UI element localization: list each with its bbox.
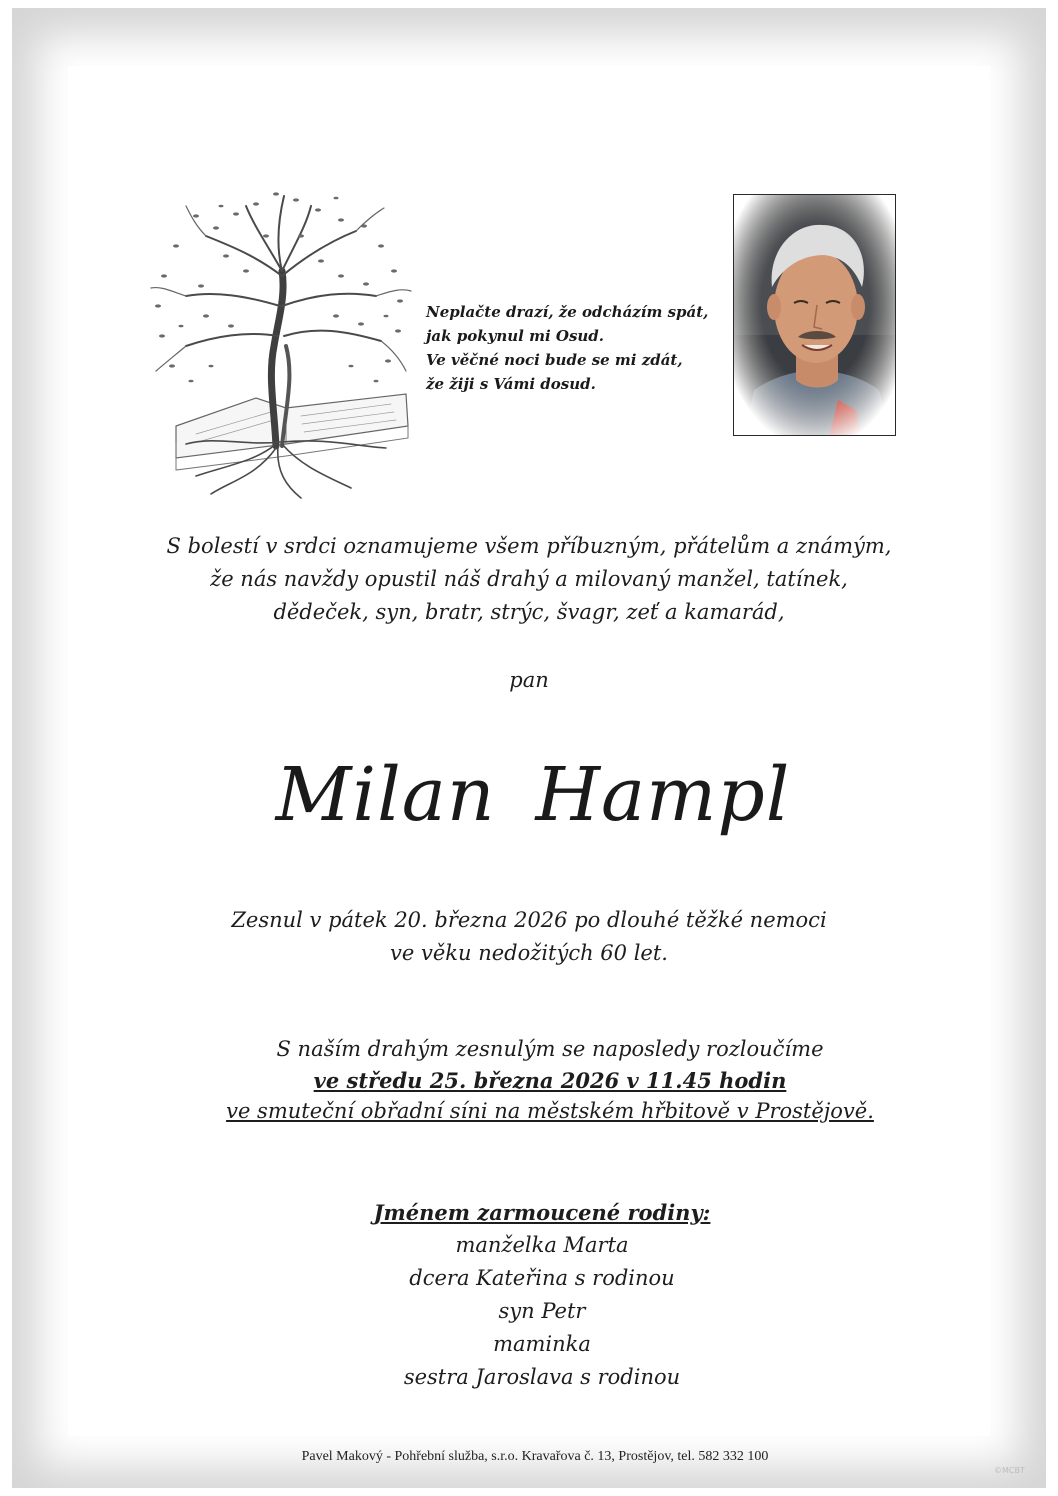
family-member: manželka Marta [455, 1233, 629, 1257]
tree-on-book-illustration [136, 176, 420, 506]
portrait-photo [733, 194, 896, 436]
death-notice-line: ve věku nedožitých 60 let. [390, 941, 668, 965]
deceased-name [0, 752, 1058, 838]
death-notice [0, 904, 1058, 970]
poem-line: Ve věčné noci bude se mi zdát, [426, 351, 683, 369]
deceased-last-name: Hampl [535, 752, 791, 838]
announcement-line: S bolestí v srdci oznamujeme všem příbuzným, přátelům a známým, [166, 534, 892, 558]
funeral-intro: S naším drahým zesnulým se naposledy rozloučíme [276, 1037, 824, 1061]
announcement-line: dědeček, syn, bratr, strýc, švagr, zeť a kamarád, [273, 600, 785, 624]
family-heading: Jménem zarmoucené rodiny: [373, 1200, 711, 1225]
memorial-poem [426, 300, 708, 396]
family-member: sestra Jaroslava s rodinou [403, 1365, 681, 1389]
deceased-first-name: Milan [275, 752, 496, 838]
family-list [0, 1196, 1058, 1394]
poem-line: že žiji s Vámi dosud. [426, 375, 596, 393]
family-member: dcera Kateřina s rodinou [409, 1266, 675, 1290]
announcement-text [0, 530, 1058, 629]
announcement-line: že nás navždy opustil náš drahý a milovaný manžel, tatínek, [210, 567, 848, 591]
funeral-info [0, 1034, 1058, 1127]
funeral-place: ve smuteční obřadní síni na městském hřbitově v Prostějově. [226, 1099, 874, 1123]
funeral-datetime: ve středu 25. března 2026 v 11.45 hodin [313, 1068, 787, 1093]
poem-line: jak pokynul mi Osud. [426, 327, 605, 345]
family-member: maminka [493, 1332, 591, 1356]
funeral-service-footer: Pavel Makový - Pohřební služba, s.r.o. Kravařova č. 13, Prostějov, tel. 582 332 100 [301, 1449, 769, 1464]
honorific: pan [509, 668, 549, 692]
death-notice-line: Zesnul v pátek 20. března 2026 po dlouhé těžké nemoci [231, 908, 827, 932]
family-member: syn Petr [498, 1299, 586, 1323]
copyright-stamp: ©MCBT [994, 1466, 1025, 1475]
poem-line: Neplačte drazí, že odcházím spát, [426, 303, 709, 321]
